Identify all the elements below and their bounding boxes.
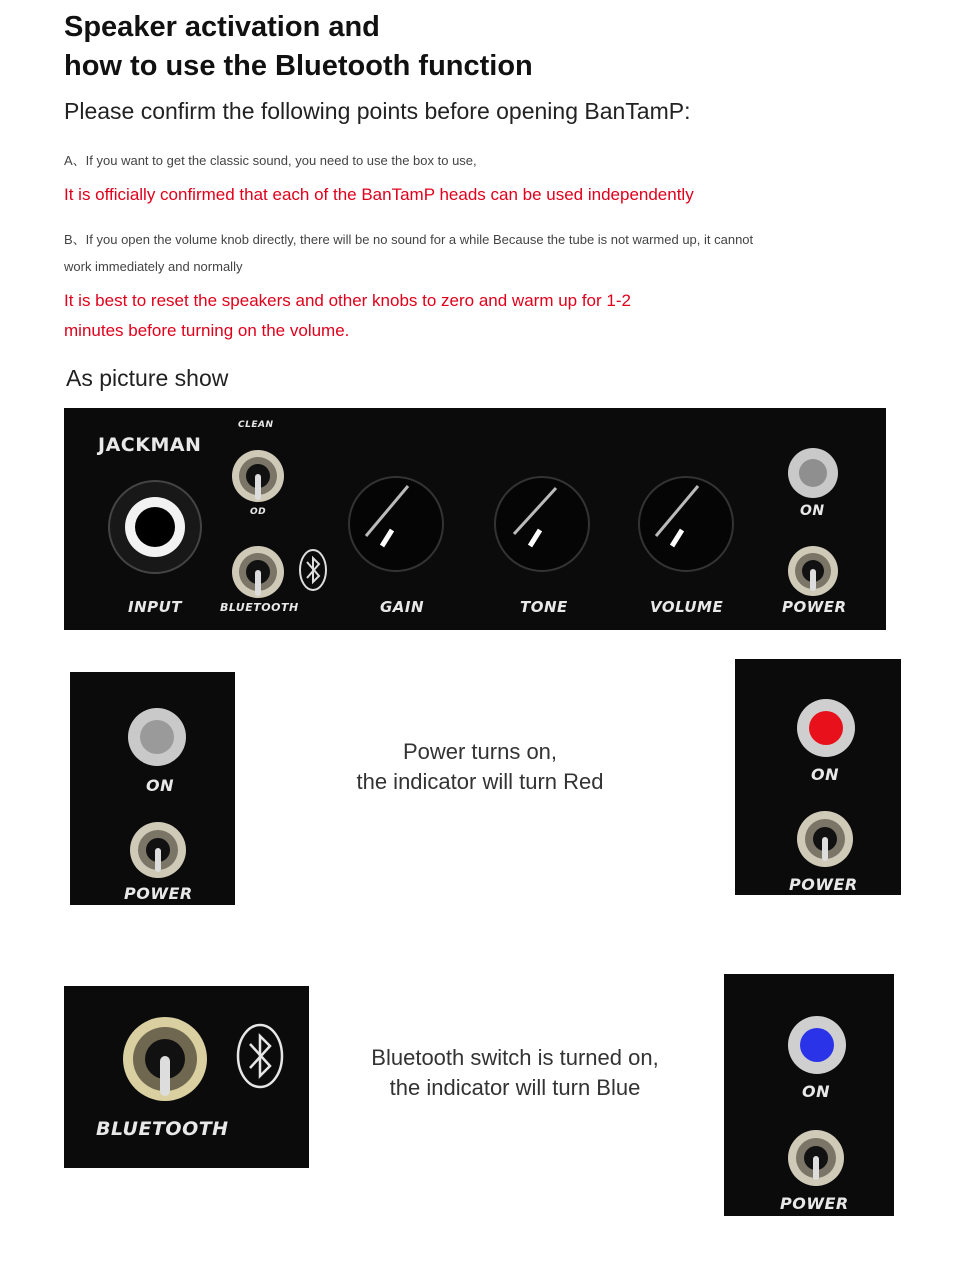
bluetooth-icon (234, 1022, 286, 1090)
gain-label: GAIN (380, 598, 425, 616)
on-label: ON (800, 503, 825, 519)
section-title: As picture show (66, 365, 229, 391)
power-indicator-icon (786, 446, 840, 500)
bluetooth-switch-panel (64, 986, 309, 1168)
tone-knob-icon[interactable] (492, 474, 592, 574)
power-caption-line-1: Power turns on, (402, 739, 558, 764)
note-a-warning: It is officially confirmed that each of the BanTamP heads can be used independently (64, 185, 694, 204)
indicator-red-icon (795, 697, 857, 759)
gain-knob-icon[interactable] (346, 474, 446, 574)
clean-label: CLEAN (238, 420, 274, 430)
title-line-1: Speaker activation and (64, 11, 380, 43)
power-before-panel (70, 672, 235, 905)
bluetooth-icon (298, 548, 328, 592)
amp-front-panel (64, 408, 886, 630)
od-label: OD (250, 507, 267, 517)
note-b-warning-line-2: minutes before turning on the volume. (64, 321, 350, 340)
note-a: A、If you want to get the classic sound, you need to use the box to use, (64, 153, 477, 168)
power-toggle-icon[interactable] (786, 1128, 846, 1188)
power-toggle-icon[interactable] (786, 544, 840, 598)
note-b-line-1: B、If you open the volume knob directly, there will be no sound for a while Because the tube is not warmed up, it cannot (64, 232, 754, 247)
bluetooth-caption-line-1: Bluetooth switch is turned on, (371, 1045, 659, 1070)
bluetooth-label: BLUETOOTH (96, 1118, 229, 1140)
input-label: INPUT (128, 598, 183, 616)
blue-indicator-light (800, 1028, 834, 1062)
bluetooth-after-panel (724, 974, 894, 1216)
red-indicator-light (809, 711, 843, 745)
bluetooth-caption-line-2: the indicator will turn Blue (389, 1075, 641, 1100)
input-jack-icon[interactable] (102, 474, 208, 580)
power-label: POWER (782, 598, 847, 616)
power-caption (300, 737, 660, 797)
power-label: POWER (124, 884, 193, 903)
on-label: ON (811, 765, 839, 784)
subtitle: Please confirm the following points before opening BanTamP: (64, 98, 691, 124)
volume-label: VOLUME (650, 598, 724, 616)
on-label: ON (146, 776, 174, 795)
indicator-blue-icon (786, 1014, 848, 1076)
brand-logo: JACKMAN (98, 434, 202, 456)
clean-od-toggle-icon[interactable] (230, 448, 286, 504)
on-label: ON (802, 1082, 830, 1101)
power-label: POWER (780, 1194, 849, 1213)
indicator-off-icon (126, 706, 188, 768)
bluetooth-toggle-icon[interactable] (230, 544, 286, 600)
power-toggle-icon[interactable] (795, 809, 855, 869)
bluetooth-label: BLUETOOTH (220, 601, 299, 614)
power-caption-line-2: the indicator will turn Red (356, 769, 604, 794)
tone-label: TONE (520, 598, 568, 616)
bluetooth-toggle-icon[interactable] (120, 1014, 210, 1104)
title-line-2: how to use the Bluetooth function (64, 50, 533, 82)
bluetooth-caption (330, 1043, 700, 1103)
note-b-warning-line-1: It is best to reset the speakers and other knobs to zero and warm up for 1-2 (64, 291, 631, 310)
note-b-line-2: work immediately and normally (64, 259, 243, 274)
power-label: POWER (789, 875, 858, 894)
power-toggle-icon[interactable] (128, 820, 188, 880)
page-title (64, 8, 533, 86)
volume-knob-icon[interactable] (636, 474, 736, 574)
power-after-panel (735, 659, 901, 895)
